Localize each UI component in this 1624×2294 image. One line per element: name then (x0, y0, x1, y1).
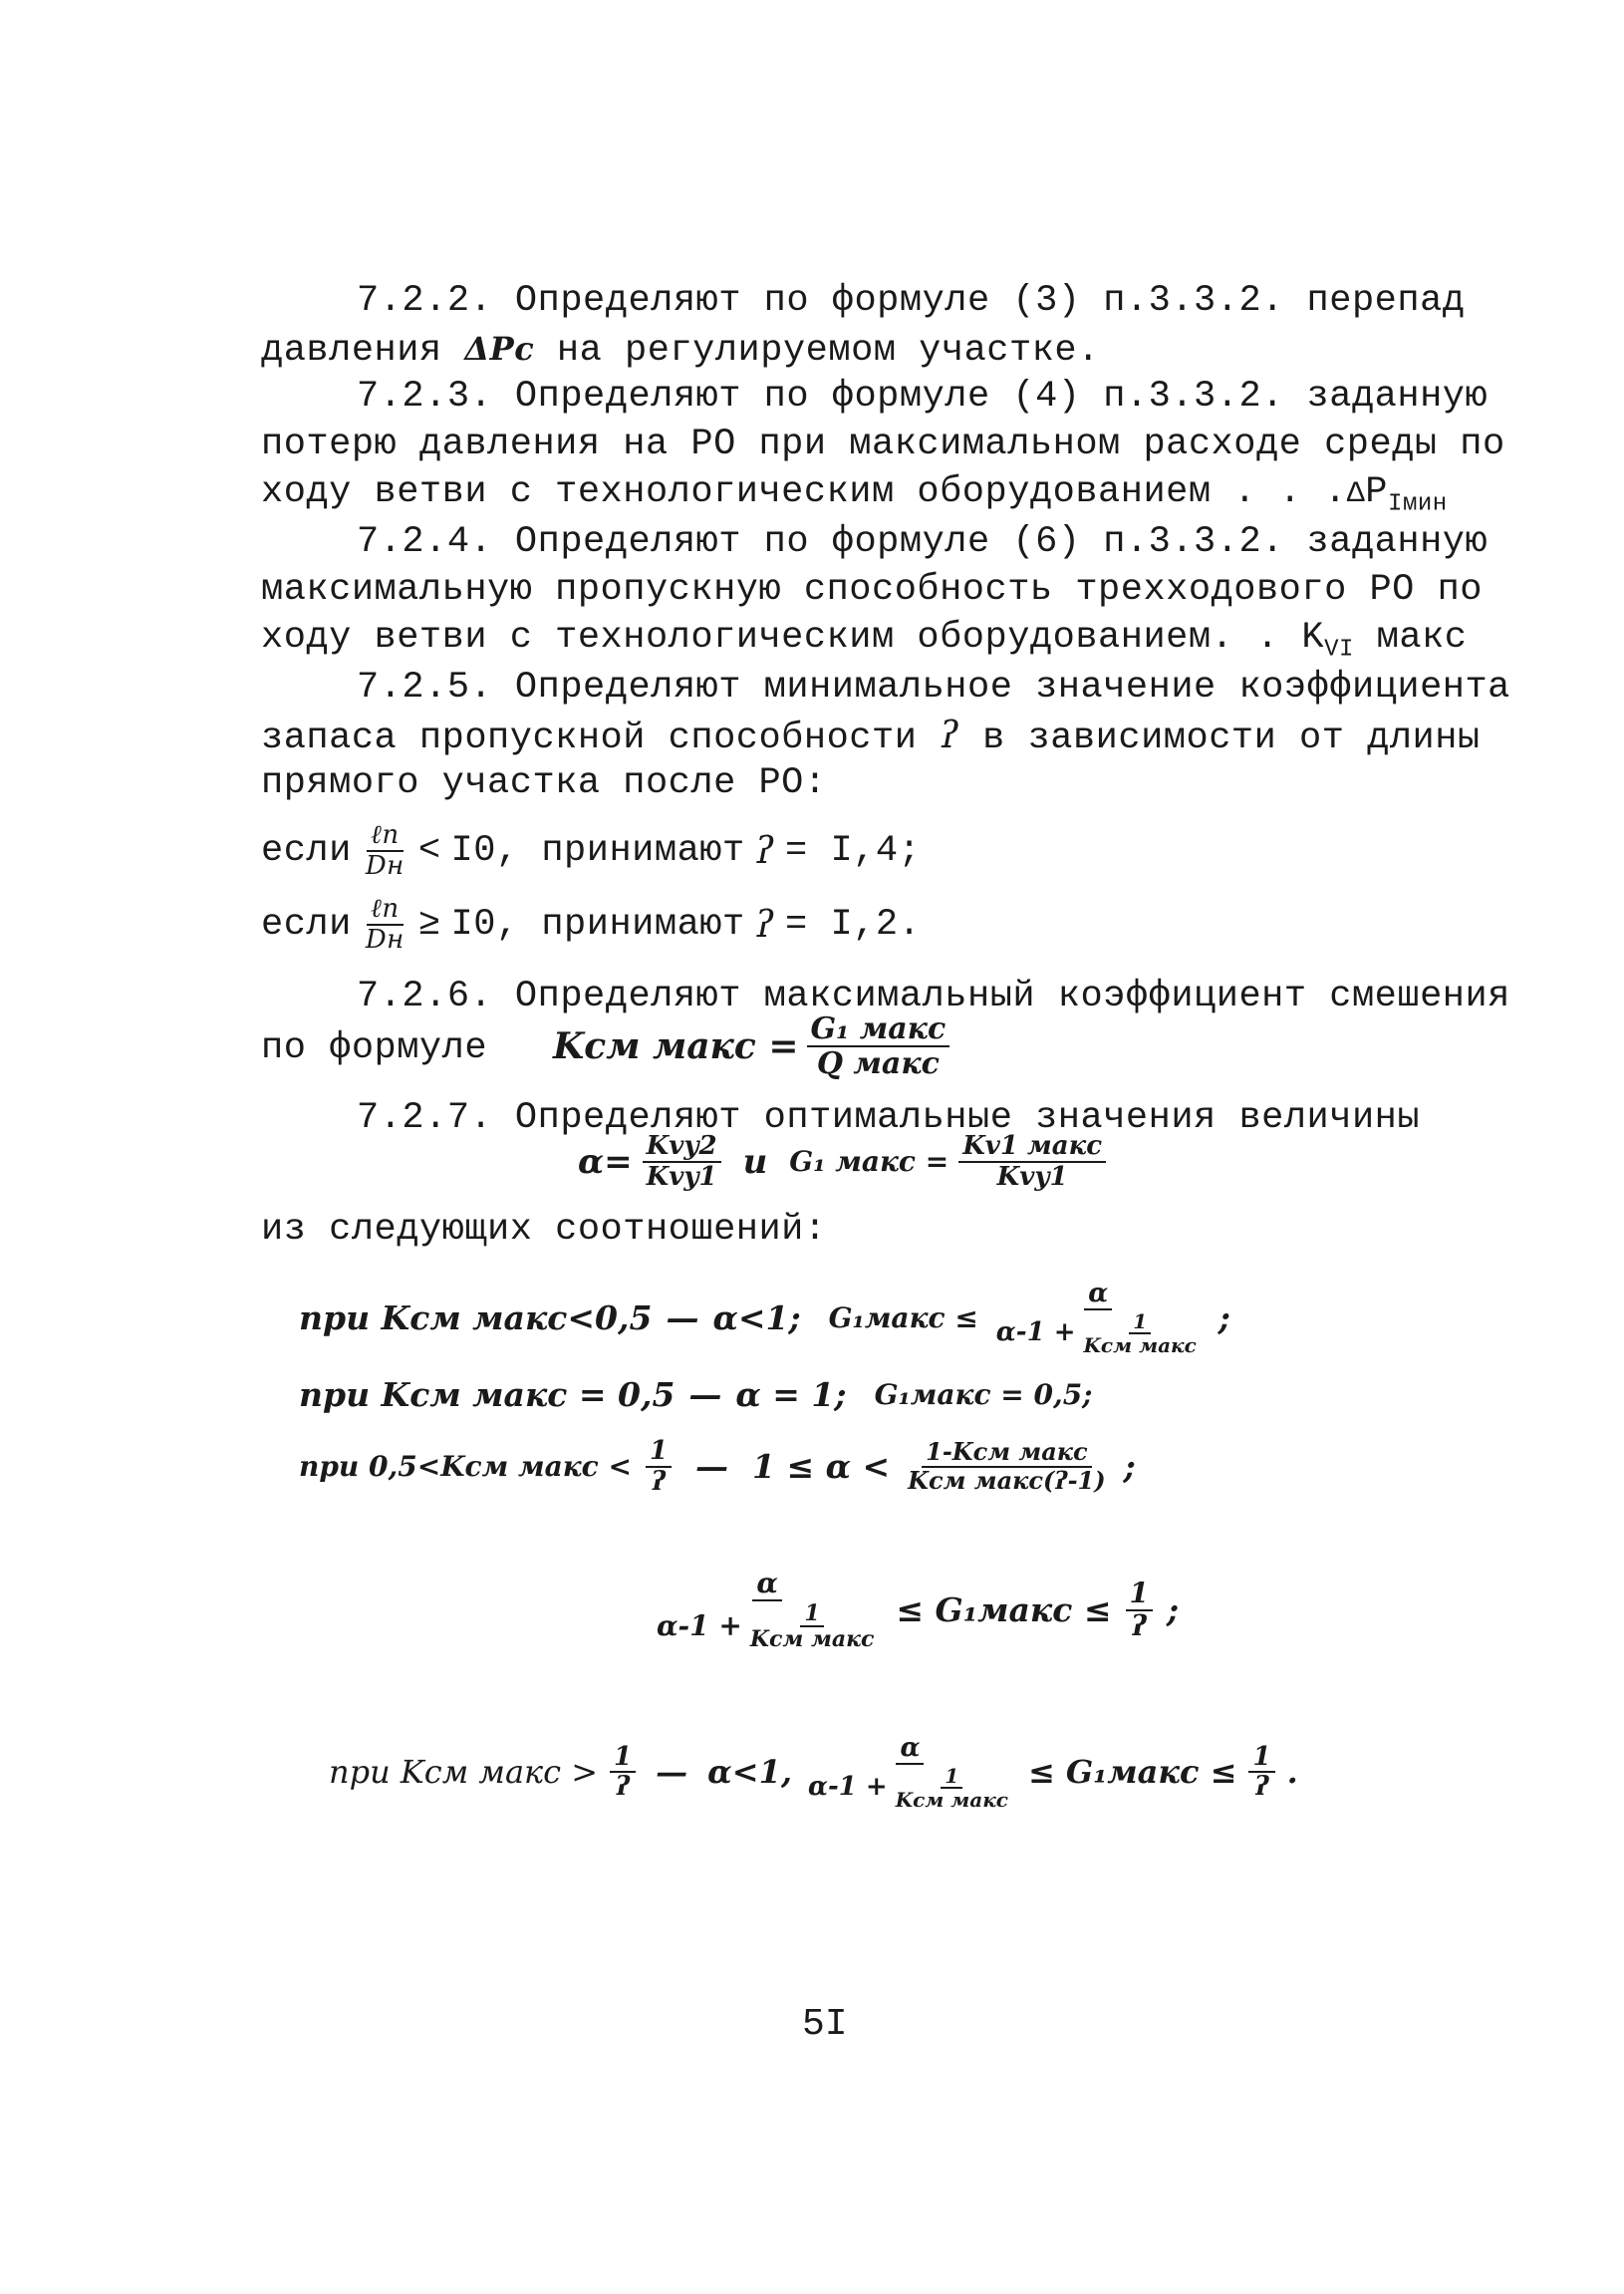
p723-line3: ходу ветви с технологическим оборудованием . . $.\Delta P_{Iмин}$ (261, 471, 1448, 518)
relation-1: при Kсм макс<0,5 — α<1; G₁макс ≤ α α-1 + $\frac{1}{\text{Kсм макс}}$ ; (299, 1279, 1230, 1357)
ksm-formula: Kсм макс = $\frac{\text{G₁ макс}}{\text{Q макс}}$ (553, 1012, 949, 1080)
condition-1: если $\frac{\text{ℓп}}{Dн}$ < I0, принимают ʔ = I,4; (261, 820, 922, 881)
eta-symbol: ʔ (940, 714, 960, 756)
relation-4: при Kсм макс > $\frac{1}{\text{ʔ}}$ — α<1, α α-1 + $\frac{1}{\text{Kсм макс}}$ ≤ G₁макс ≤ $\frac{1}{\text{ʔ}}$ . (329, 1733, 1298, 1812)
p725-line1: 7.2.5. Определяют минимальное значение коэффициента (357, 667, 1510, 709)
alpha-g-definitions: α= $\frac{\text{Kvy2}}{\text{Kvy1}}$ и G₁ макс = $\frac{\text{Kv1 макс}}{\text{Kvy1}}$ (578, 1132, 1106, 1191)
relation-2: при Kсм макс = 0,5 — α = 1; G₁макс = 0,5; (299, 1375, 1093, 1414)
p725-line2: запаса пропускной способности ʔ в зависимости от длины (261, 714, 1481, 759)
p722-line2: давления ΔPc на регулируемом участке. (261, 330, 1100, 372)
p723-line1: 7.2.3. Определяют по формуле (4) п.3.3.2. заданную (357, 376, 1489, 418)
p724-line2: максимальную пропускную способность трехходового РО по (261, 569, 1483, 611)
relation-3-continued: α α-1 + $\frac{1}{\text{Kсм макс}}$ ≤ G₁макс ≤ $\frac{1}{\text{ʔ}}$ ; (657, 1567, 1180, 1652)
p723-line2: потерю давления на РО при максимальном расходе среды по (261, 424, 1505, 465)
page-number: 5I (802, 2003, 848, 2046)
p724-line3: ходу ветви с технологическим оборудованием. . $K_{VI}$ макс (261, 617, 1468, 664)
p727-line3: из следующих соотношений: (261, 1209, 827, 1251)
p724-line1: 7.2.4. Определяют по формуле (6) п.3.3.2. заданную (357, 521, 1489, 563)
ln-dn-fraction: $\frac{\text{ℓп}}{Dн}$ (365, 820, 405, 881)
p726-line1: 7.2.6. Определяют максимальный коэффициент смешения (357, 976, 1510, 1017)
condition-2: если $\frac{\text{ℓп}}{Dн}$ ≥ I0, принимают ʔ = I,2. (261, 894, 922, 955)
p722-line1: 7.2.2. Определяют по формуле (3) п.3.3.2. перепад (357, 280, 1466, 322)
ln-dn-fraction: $\frac{\text{ℓп}}{Dн}$ (365, 894, 405, 955)
p727-line1: 7.2.7. Определяют оптимальные значения величины (357, 1097, 1421, 1139)
relation-3: при 0,5<Kсм макс < $\frac{1}{\text{ʔ}}$ — 1 ≤ α < $\frac{\text{1-Kсм макс}}{\text{Kсм макс(ʔ-1)}}$ ; (299, 1436, 1136, 1497)
delta-pc-symbol: ΔPc (464, 330, 535, 368)
p726-line2: по формуле (261, 1027, 488, 1069)
p725-line3: прямого участка после РО: (261, 762, 827, 804)
